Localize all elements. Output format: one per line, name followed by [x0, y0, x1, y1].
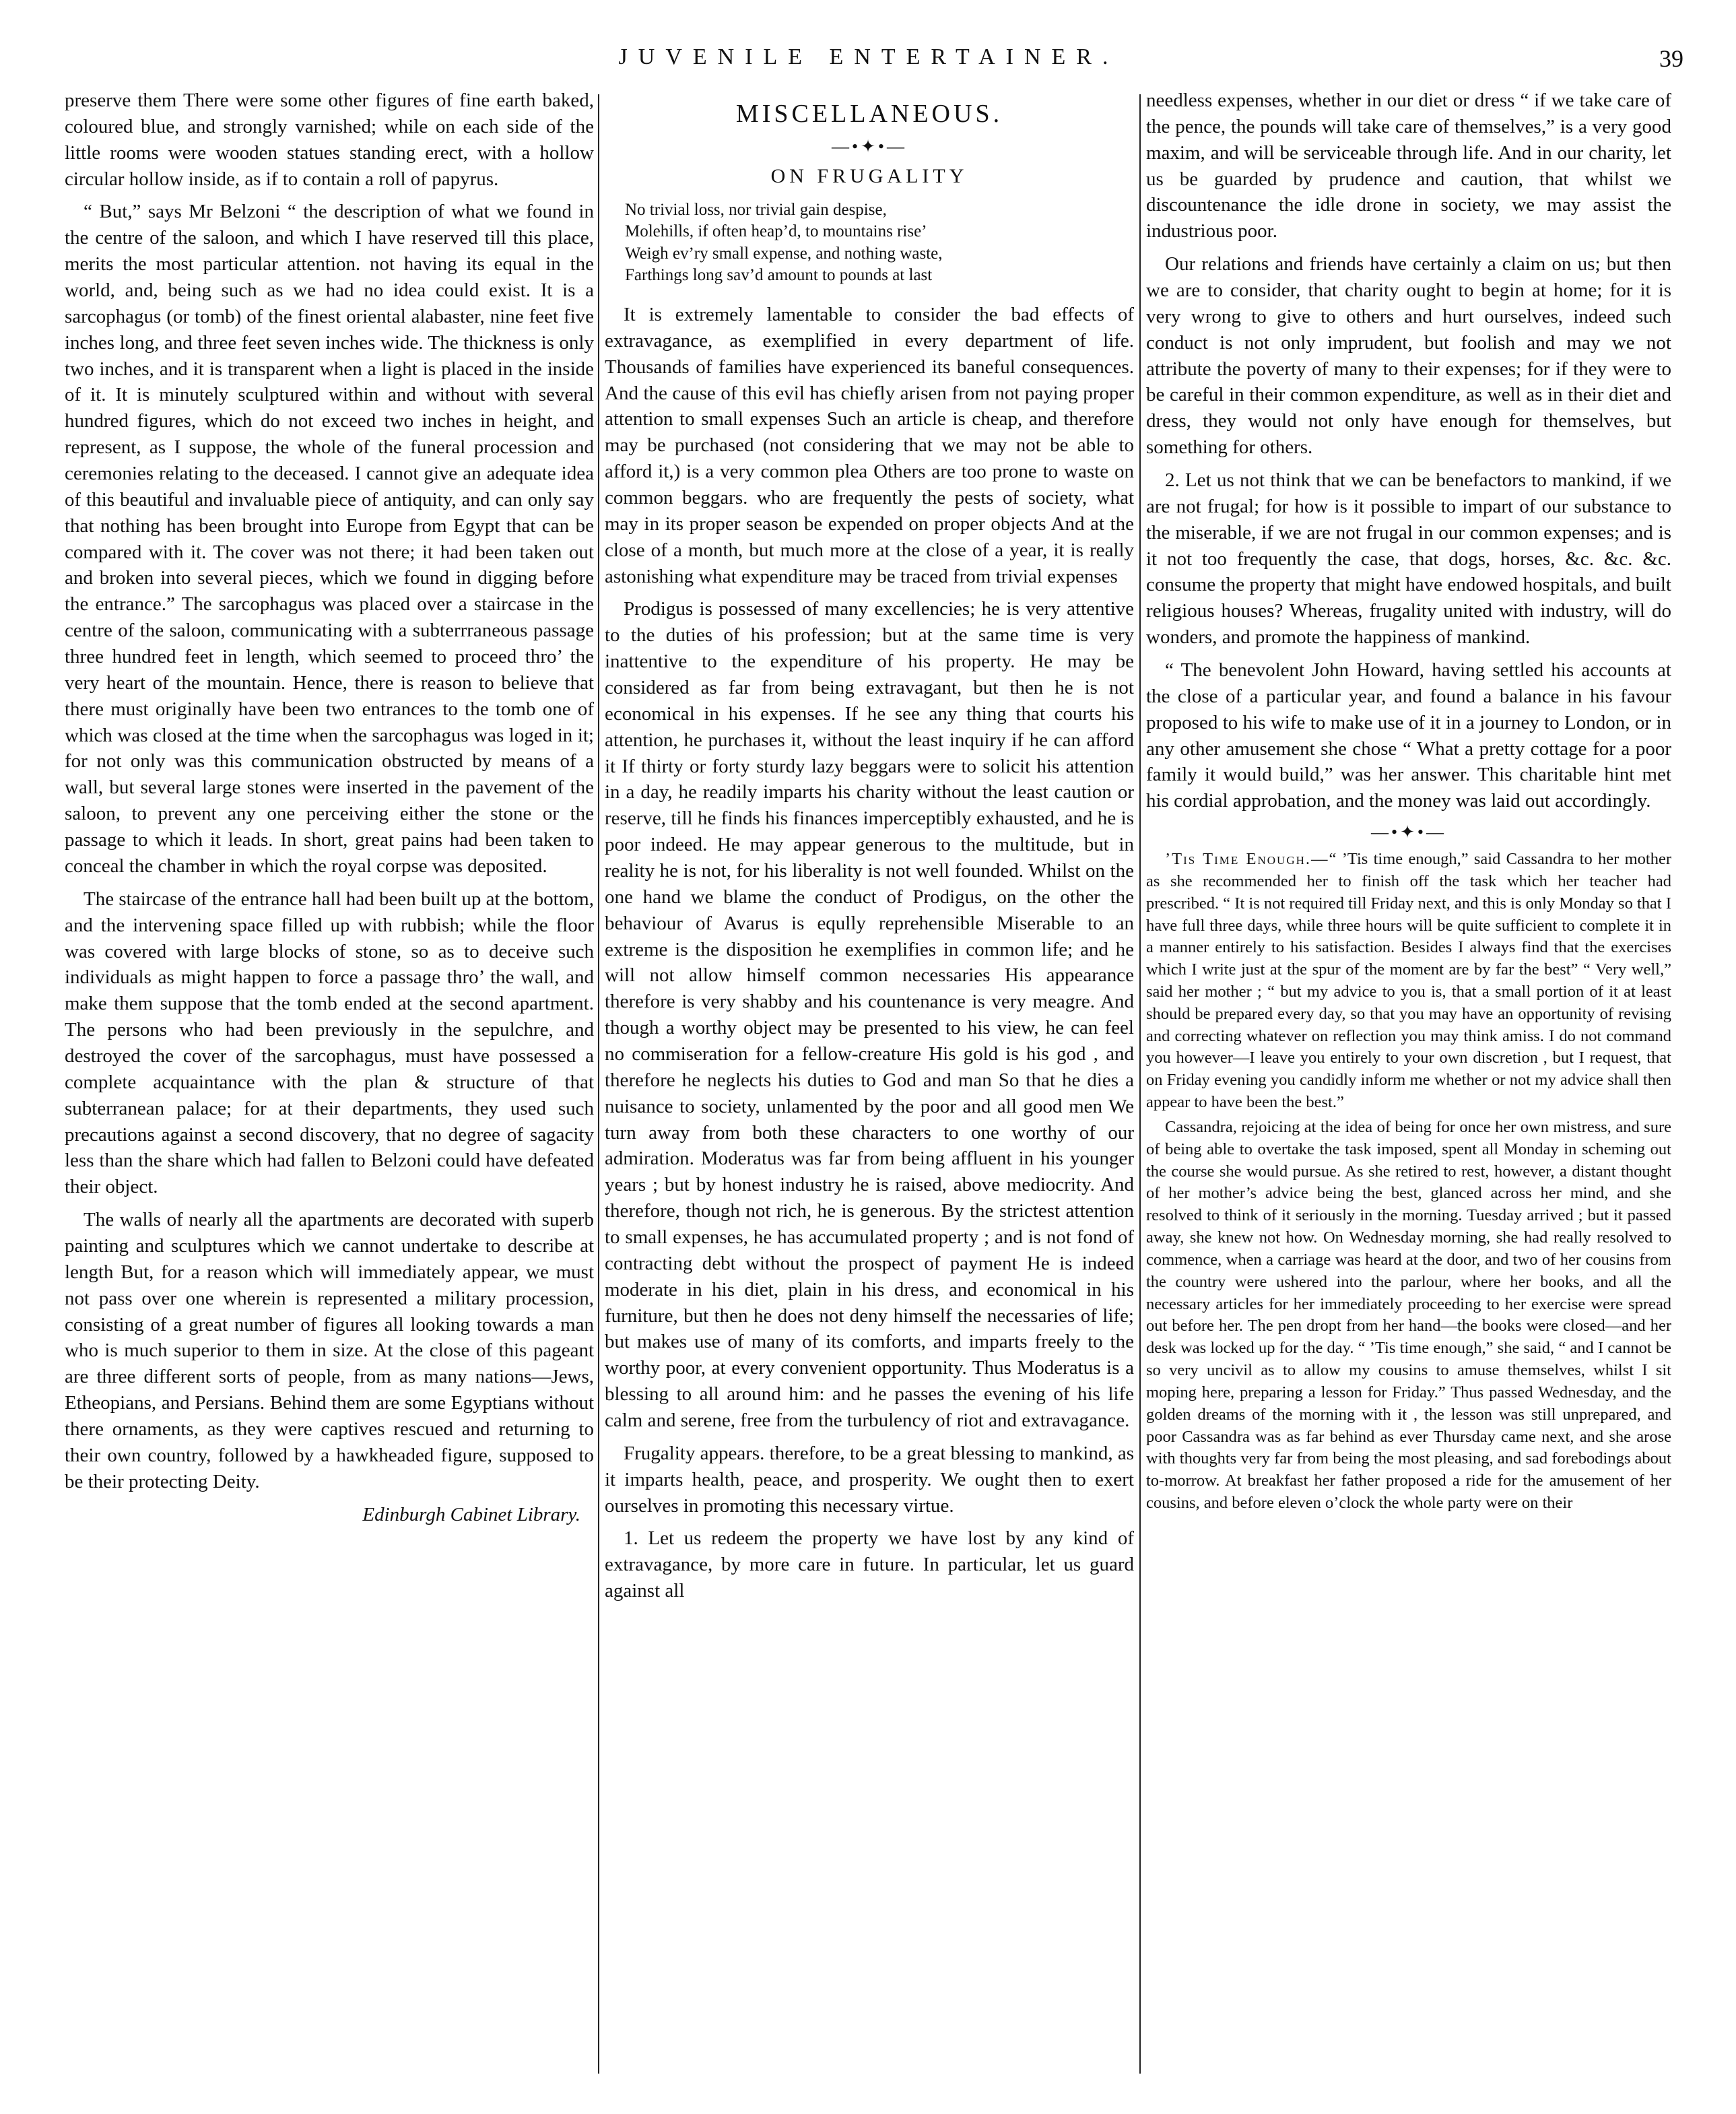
verse-line: No trivial loss, nor trivial gain despise, [625, 200, 887, 219]
column-divider-left [598, 94, 599, 2074]
column-divider-right [1139, 94, 1141, 2074]
story-title: ’Tis Time Enough.— [1165, 850, 1329, 869]
paragraph: 2. Let us not think that we can be benefactors to mankind, if we are not frugal; for how is it possible to impart of our substance to the miserable, if we are not frugal in our common expenses; and is it not too frequently the case, that dogs, horses, &c. &c. &c. consume the property that might have endowed hospitals, and built religious houses? Whereas, frugality united with industry, will do wonders, and promote the happiness of mankind. [1146, 469, 1671, 649]
story-block [1146, 849, 1671, 1515]
paragraph: The walls of nearly all the apartments are decorated with superb painting and sculptures which we cannot undertake to describe at length But, for a reason which will immediately appear, we must not pass over one wherein is represented a military procession, consisting of a great number of figures all looking towards a man who is much superior to them in size. At the close of this pageant are three different sorts of people, from as many nations—Jews, Etheopians, and Persians. Behind them are some Egyptians without there ornaments, as they were captives rescued and returning to their own country, followed by a hawkheaded figure, supposed to be their protecting Deity. [65, 1209, 594, 1492]
story-text: “ ’Tis time enough,” said Cassandra to her mother as she recommended her to finish off the task which her teacher had prescribed. “ It is not required till Friday next, and this is only Monday so that I have full three days, while three hours will be quite sufficient to complete it in a manner entirely to his satisfaction. Besides I always find that the exercises which I write just at the spur of the moment are by far the best” “ Very well,” said her mother ; “ but my advice to you is, that a small portion of it at least should be prepared every day, so that you may have an opportunity of revising and correcting whatever on reflection you may think amiss. I do not command you however—I leave you entirely to your own discretion , but I request, that on Friday evening you candidly inform me whether or not my advice shall then appear to have been the best.” [1146, 850, 1671, 1112]
ornament-divider: —•✦•— [1371, 822, 1446, 843]
story-paragraph [1146, 849, 1671, 1114]
page-number: 39 [1659, 45, 1683, 72]
ornament-divider: —•✦•— [832, 136, 907, 156]
paragraph: The staircase of the entrance hall had been built up at the bottom, and the intervening space filled up with rubbish; while the floor was covered with large blocks of stone, so as to deceive such individuals as might happen to force a passage thro’ the wall, and make them suppose that the tomb ended at the second apartment. The persons who had been previously in the sepulchre, and destroyed the cover of the sarcophagus, must have possessed a complete acquaintance with the plan & structure of that subterranean palace; for at their departments, they used such precautions against a second discovery, that no degree of sagacity less than the share which had fallen to Belzoni could have defeated their object. [65, 888, 594, 1198]
verse-line: Weigh ev’ry small expense, and nothing waste, [625, 244, 943, 263]
column-left [65, 88, 594, 2087]
verse-line: Molehills, if often heap’d, to mountains rise’ [625, 222, 927, 241]
paragraph: preserve them There were some other figures of fine earth baked, coloured blue, and strongly varnished; while on each side of the little rooms were wooden statues standing erect, with a hollow circular hollow inside, as if to contain a roll of papyrus. [65, 90, 594, 190]
source-attribution: Edinburgh Cabinet Library. [362, 1503, 580, 1525]
section-title: MISCELLANEOUS. [735, 100, 1003, 128]
verse-line: Farthings long sav’d amount to pounds at last [625, 266, 933, 285]
column-right [1146, 88, 1671, 2087]
article-title: ON FRUGALITY [770, 164, 968, 187]
paragraph: Our relations and friends have certainly a claim on us; but then we are to consider, that charity ought to begin at home; for it is very wrong to give to others and hurt ourselves, indeed such conduct is not only imprudent, but foolish and may we not attribute the poverty of many to their expenses; for if they were to be careful in their common expenditure, as well as in their diet and dress, they would not only have enough for themselves, but something for others. [1146, 253, 1671, 459]
paragraph: 1. Let us redeem the property we have lost by any kind of extravagance, by more care in future. In particular, let us guard against all [605, 1527, 1134, 1602]
column-middle [605, 88, 1134, 2087]
paragraph: “ But,” says Mr Belzoni “ the description of what we found in the centre of the saloon, and which I have reserved till this place, merits the most particular attention. not having its equal in the world, and, being such as we had no idea could exist. It is a sarcophagus (or tomb) of the finest oriental alabaster, nine feet five inches long, and three feet seven inches wide. The thickness is only two inches, and it is transparent when a light is placed in the inside of it. It is minutely sculptured within and without with several hundred figures, which do not exceed two inches in height, and represent, as I suppose, the whole of the funeral procession and ceremonies relating to the deceased. I cannot give an adequate idea of this beautiful and invaluable piece of antiquity, and can only say that nothing has been brought into Europe from Egypt that can be compared with it. The cover was not there; it had been taken out and broken into several pieces, which we found in digging before the entrance.” The sarcophagus was placed over a staircase in the centre of the saloon, communicating with a subterrraneous passage three hundred feet in length, which seemed to proceed thro’ the very heart of the mountain. Hence, there is reason to believe that there must originally have been two entrances to the tomb one of which was closed at the time when the sarcophagus was loged in it; for not only was this communication obstructed by means of a wall, but several large stones were inserted in the pavement of the saloon, to prevent any one perceiving either the stone or the passage to which it leads. In short, great pains had been taken to conceal the chamber in which the royal corpse was deposited. [65, 201, 594, 877]
epigraph-verse [625, 199, 1134, 287]
publication-title: JUVENILE ENTERTAINER. [618, 44, 1119, 69]
paragraph: Frugality appears. therefore, to be a great blessing to mankind, as it imparts health, peace, and prosperity. We ought then to exert ourselves in promoting this necessary virtue. [605, 1442, 1134, 1517]
story-paragraph: Cassandra, rejoicing at the idea of being for once her own mistress, and sure of being able to overtake the task imposed, spent all Monday in scheming out the course she would pursue. As she retired to rest, however, a distant thought of her mother’s advice being the best, glanced across her mind, and she resolved to think of it seriously in the morning. Tuesday arrived ; but it passed away, she knew not how. On Wednesday morning, she had really resolved to commence, when a carriage was heard at the door, and two of her cousins from the country were ushered into the parlour, where her books, and all the necessary articles for her immediately proceeding to her exercise were spread out before her. The pen dropt from her hand—the books were closed—and her desk was locked up for the day. “ ’Tis time enough,” she said, “ and I cannot be so very uncivil as to allow my cousins to amuse themselves, whilst I sit moping here, preparing a lesson for Friday.” Thus passed Wednesday, and the golden dreams of the morning with it , the lesson was still unprepared, and poor Cassandra was as far behind as ever Thursday came next, and she arose with thoughts very far from being the most pleasing, and sad forebodings about to-morrow. At breakfast her father proposed a ride for the amusement of her cousins, and before eleven o’clock the whole party were on their [1146, 1117, 1671, 1513]
paragraph: It is extremely lamentable to consider the bad effects of extravagance, as exemplified in every department of life. Thousands of families have experienced its baneful consequences. And the cause of this evil has chiefly arisen from not paying proper attention to small expenses Such an article is cheap, and therefore may be purchased (not considering that we may not be able to afford it,) is a very common plea Others are too prone to waste on common beggars. who are frequently the pests of society, what may in its proper season be expended on proper objects And at the close of a month, but much more at the close of a year, it is really astonishing what expenditure may be traced from trivial expenses [605, 303, 1134, 587]
paragraph: “ The benevolent John Howard, having settled his accounts at the close of a particular year, and found a balance in his favour proposed to his wife to make use of it in a journey to London, or in any other amusement she chose “ What a pretty cottage for a poor family it would build,” was her answer. This charitable hint met his cordial approbation, and the money was laid out accordingly. [1146, 659, 1671, 812]
paragraph: needless expenses, whether in our diet or dress “ if we take care of the pence, the pounds will take care of themselves,” is a very good maxim, and will be serviceable through life. And in our charity, let us be guarded by prudence and caution, that whilst we discountenance the idle drone in society, we may assist the industrious poor. [1146, 90, 1671, 242]
paragraph: Prodigus is possessed of many excellencies; he is very attentive to the duties of his profession; but at the same time is very inattentive to the expenditure of his property. He may be considered as far from being extravagant, but then he is not economical in his expenses. If he see any thing that courts his attention, he purchases it, without the least inquiry if he can afford it If thirty or forty sturdy lazy beggars were to solicit his attention in a day, he readily imparts his charity without the least caution or reserve, till he finds his finances imperceptibly exhausted, and he is poor indeed. He may appear generous to the multitude, but in reality he is not, for his liberality is not well founded. Whilst on the one hand we blame the conduct of Prodigus, on the other the behaviour of Avarus is eqully reprehensible Miserable to an extreme is the disposition he exemplifies in common life; and he will not allow himself common necessaries His appearance therefore is very shabby and his countenance is very meagre. And though a worthy object may be presented to his view, he can feel no commiseration for a fellow-creature His gold is his god , and therefore he neglects his duties to God and man So that he dies a nuisance to society, unlamented by the poor and all good men We turn away from both these characters to one worthy of our admiration. Moderatus was far from being affluent in his younger years ; but by honest industry he is raised, above mediocrity. And therefore, though not rich, he is generous. By the strictest attention to small expenses, he has accumulated property ; and is not fond of contracting debt without the prospect of payment He is indeed moderate in his diet, plain in his dress, and economical in his furniture, but then he does not deny himself the necessaries of life; but makes use of many of its comforts, and imparts freely to the worthy poor, at every convenient opportunity. Thus Moderatus is a blessing to all around him: and he passes the evening of his life calm and serene, free from the turbulency of riot and extravagance. [605, 598, 1134, 1432]
running-head [54, 40, 1683, 81]
